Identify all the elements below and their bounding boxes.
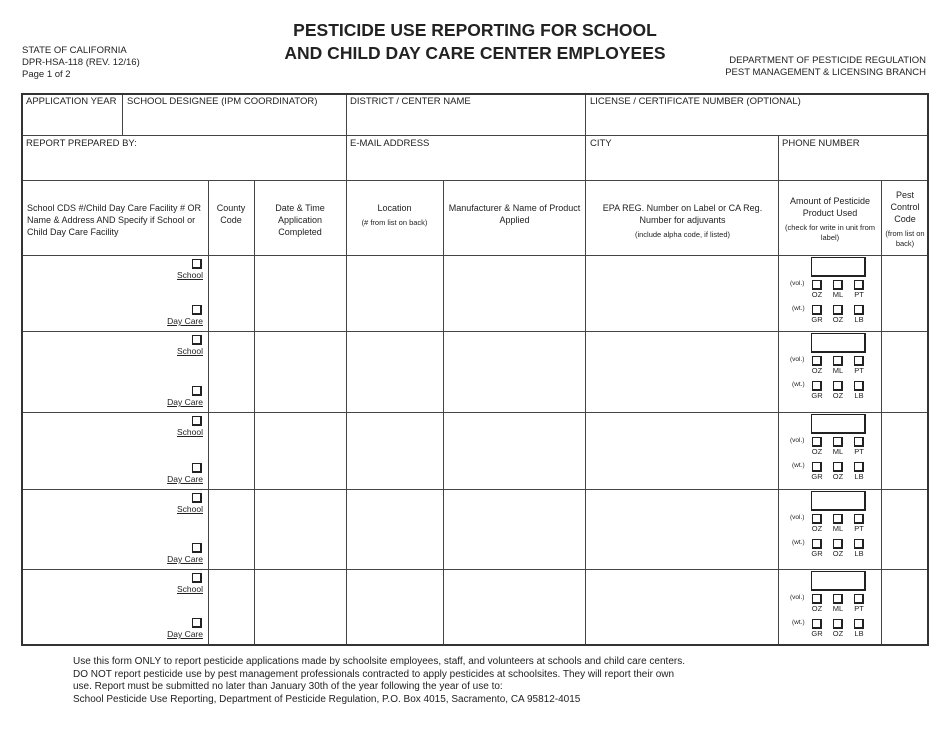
vol-oz-label: OZ	[811, 447, 823, 456]
vol-ml-label: ML	[832, 524, 844, 533]
wt-oz-checkbox[interactable]	[833, 305, 843, 315]
school-designee-field[interactable]: SCHOOL DESIGNEE (IPM COORDINATOR)	[127, 96, 318, 107]
school-checkbox[interactable]	[192, 493, 202, 503]
divider	[778, 180, 779, 644]
pest-code-note: (from list on back)	[885, 229, 925, 248]
vol-pt-label: PT	[854, 604, 864, 613]
divider	[585, 95, 586, 180]
vol-oz-label: OZ	[811, 604, 823, 613]
vol-pt-label: PT	[854, 447, 864, 456]
state-label: STATE OF CALIFORNIA	[22, 45, 127, 56]
vol-oz-checkbox[interactable]	[812, 437, 822, 447]
divider	[208, 180, 209, 644]
department-name: DEPARTMENT OF PESTICIDE REGULATION	[729, 55, 926, 66]
wt-lb-checkbox[interactable]	[854, 539, 864, 549]
wt-gr-checkbox[interactable]	[812, 539, 822, 549]
instruction-line-3: use. Report must be submitted no later than January 30th of the year following the year of use to:	[73, 681, 503, 692]
wt-gr-label: GR	[811, 391, 823, 400]
school-checkbox[interactable]	[192, 416, 202, 426]
amount-input[interactable]	[811, 571, 866, 591]
wt-oz-label: OZ	[832, 315, 844, 324]
vol-pt-checkbox[interactable]	[854, 356, 864, 366]
vol-pt-label: PT	[854, 366, 864, 375]
day-care-option-label: Day Care	[167, 397, 203, 407]
wt-lb-label: LB	[854, 315, 864, 324]
vol-ml-label: ML	[832, 447, 844, 456]
amount-label: Amount of Pesticide Product Used	[789, 196, 871, 218]
email-address-field[interactable]: E-MAIL ADDRESS	[350, 138, 430, 149]
wt-label: (wt.)	[792, 305, 805, 312]
instruction-line-1: Use this form ONLY to report pesticide applications made by schoolsite employees, staff, and volunteers at schools and child care centers.	[73, 656, 685, 667]
vol-ml-label: ML	[832, 290, 844, 299]
vol-label: (vol.)	[790, 437, 805, 444]
vol-oz-checkbox[interactable]	[812, 280, 822, 290]
wt-label: (wt.)	[792, 539, 805, 546]
city-field[interactable]: CITY	[590, 138, 612, 149]
vol-ml-checkbox[interactable]	[833, 514, 843, 524]
col-header-manufacturer: Manufacturer & Name of Product Applied	[448, 203, 581, 225]
wt-oz-checkbox[interactable]	[833, 462, 843, 472]
divider	[23, 489, 927, 490]
report-form	[21, 93, 929, 646]
vol-oz-checkbox[interactable]	[812, 356, 822, 366]
report-prepared-by-field[interactable]: REPORT PREPARED BY:	[26, 138, 137, 149]
wt-gr-label: GR	[811, 315, 823, 324]
divider	[23, 255, 927, 256]
wt-lb-label: LB	[854, 472, 864, 481]
col-header-location	[348, 202, 441, 228]
col-header-epa-reg	[590, 202, 775, 240]
vol-pt-label: PT	[854, 524, 864, 533]
amount-input[interactable]	[811, 491, 866, 511]
wt-lb-checkbox[interactable]	[854, 619, 864, 629]
divider	[23, 135, 927, 136]
branch-name: PEST MANAGEMENT & LICENSING BRANCH	[725, 67, 926, 78]
vol-pt-checkbox[interactable]	[854, 514, 864, 524]
vol-ml-label: ML	[832, 604, 844, 613]
col-header-county-code: County Code	[216, 203, 246, 225]
school-option-label: School	[177, 427, 203, 437]
wt-oz-label: OZ	[832, 629, 844, 638]
divider	[23, 331, 927, 332]
divider	[881, 180, 882, 644]
form-id-block	[22, 45, 140, 81]
vol-oz-label: OZ	[811, 290, 823, 299]
amount-input[interactable]	[811, 414, 866, 434]
vol-pt-checkbox[interactable]	[854, 280, 864, 290]
vol-pt-label: PT	[854, 290, 864, 299]
wt-gr-checkbox[interactable]	[812, 305, 822, 315]
vol-ml-label: ML	[832, 366, 844, 375]
day-care-option-label: Day Care	[167, 316, 203, 326]
wt-lb-checkbox[interactable]	[854, 381, 864, 391]
divider	[254, 180, 255, 644]
school-checkbox[interactable]	[192, 573, 202, 583]
department-block	[700, 55, 926, 79]
col-header-date-time: Date & Time Application Completed	[275, 203, 325, 237]
vol-ml-checkbox[interactable]	[833, 356, 843, 366]
application-year-field[interactable]: APPLICATION YEAR	[26, 96, 117, 107]
vol-oz-label: OZ	[811, 366, 823, 375]
wt-gr-label: GR	[811, 472, 823, 481]
pest-code-label: Pest Control Code	[890, 190, 920, 224]
day-care-option-label: Day Care	[167, 554, 203, 564]
divider	[443, 180, 444, 644]
district-center-field[interactable]: DISTRICT / CENTER NAME	[350, 96, 471, 107]
location-label: Location	[377, 203, 412, 213]
epa-note: (include alpha code, if listed)	[634, 230, 731, 239]
divider	[23, 180, 927, 181]
col-header-school-cds: School CDS #/Child Day Care Facility # OR Name & Address AND Specify if School or Child Day Care Facility	[27, 203, 202, 237]
wt-gr-label: GR	[811, 549, 823, 558]
vol-label: (vol.)	[790, 514, 805, 521]
school-checkbox[interactable]	[192, 259, 202, 269]
school-option-label: School	[177, 504, 203, 514]
vol-ml-checkbox[interactable]	[833, 437, 843, 447]
wt-label: (wt.)	[792, 381, 805, 388]
title-line-2: AND CHILD DAY CARE CENTER EMPLOYEES	[284, 43, 666, 63]
instruction-line-2: DO NOT report pesticide use by pest management professionals contracted to apply pesticides at schoolsites. They will report their own	[73, 668, 675, 680]
mailing-address: School Pesticide Use Reporting, Department of Pesticide Regulation, P.O. Box 4015, Sacramento, CA 95812-4015	[73, 693, 581, 705]
title-line-1: PESTICIDE USE REPORTING FOR SCHOOL	[293, 20, 657, 40]
day-care-checkbox[interactable]	[192, 305, 202, 315]
wt-lb-checkbox[interactable]	[854, 305, 864, 315]
school-checkbox[interactable]	[192, 335, 202, 345]
wt-lb-label: LB	[854, 391, 864, 400]
vol-ml-checkbox[interactable]	[833, 280, 843, 290]
divider	[585, 180, 586, 644]
divider	[23, 569, 927, 570]
vol-label: (vol.)	[790, 280, 805, 287]
day-care-option-label: Day Care	[167, 629, 203, 639]
wt-oz-label: OZ	[832, 472, 844, 481]
wt-gr-checkbox[interactable]	[812, 381, 822, 391]
day-care-checkbox[interactable]	[192, 386, 202, 396]
day-care-option-label: Day Care	[167, 474, 203, 484]
wt-oz-label: OZ	[832, 549, 844, 558]
wt-label: (wt.)	[792, 462, 805, 469]
vol-oz-label: OZ	[811, 524, 823, 533]
wt-label: (wt.)	[792, 619, 805, 626]
vol-oz-checkbox[interactable]	[812, 594, 822, 604]
wt-oz-checkbox[interactable]	[833, 619, 843, 629]
wt-gr-checkbox[interactable]	[812, 619, 822, 629]
wt-oz-label: OZ	[832, 391, 844, 400]
divider	[346, 180, 347, 644]
wt-gr-label: GR	[811, 629, 823, 638]
form-number: DPR-HSA-118 (REV. 12/16)	[22, 57, 140, 68]
vol-label: (vol.)	[790, 594, 805, 601]
col-header-amount	[781, 195, 879, 243]
license-number-field[interactable]: LICENSE / CERTIFICATE NUMBER (OPTIONAL)	[590, 96, 801, 107]
school-option-label: School	[177, 584, 203, 594]
form-title	[240, 19, 710, 65]
wt-gr-checkbox[interactable]	[812, 462, 822, 472]
divider	[122, 95, 123, 135]
wt-lb-label: LB	[854, 629, 864, 638]
day-care-checkbox[interactable]	[192, 543, 202, 553]
school-option-label: School	[177, 270, 203, 280]
divider	[23, 412, 927, 413]
phone-number-field[interactable]: PHONE NUMBER	[782, 138, 860, 149]
vol-pt-checkbox[interactable]	[854, 437, 864, 447]
school-option-label: School	[177, 346, 203, 356]
wt-lb-checkbox[interactable]	[854, 462, 864, 472]
vol-pt-checkbox[interactable]	[854, 594, 864, 604]
amount-input[interactable]	[811, 333, 866, 353]
wt-oz-checkbox[interactable]	[833, 539, 843, 549]
vol-oz-checkbox[interactable]	[812, 514, 822, 524]
wt-lb-label: LB	[854, 549, 864, 558]
divider	[346, 95, 347, 180]
vol-label: (vol.)	[790, 356, 805, 363]
divider	[778, 135, 779, 180]
day-care-checkbox[interactable]	[192, 463, 202, 473]
instructions	[73, 656, 893, 706]
page-number: Page 1 of 2	[22, 69, 71, 80]
location-note: (# from list on back)	[361, 218, 428, 227]
wt-oz-checkbox[interactable]	[833, 381, 843, 391]
col-header-pest-code	[883, 189, 927, 249]
vol-ml-checkbox[interactable]	[833, 594, 843, 604]
epa-label: EPA REG. Number on Label or CA Reg. Number for adjuvants	[602, 203, 763, 225]
day-care-checkbox[interactable]	[192, 618, 202, 628]
amount-note: (check for write in unit from label)	[784, 223, 876, 242]
amount-input[interactable]	[811, 257, 866, 277]
